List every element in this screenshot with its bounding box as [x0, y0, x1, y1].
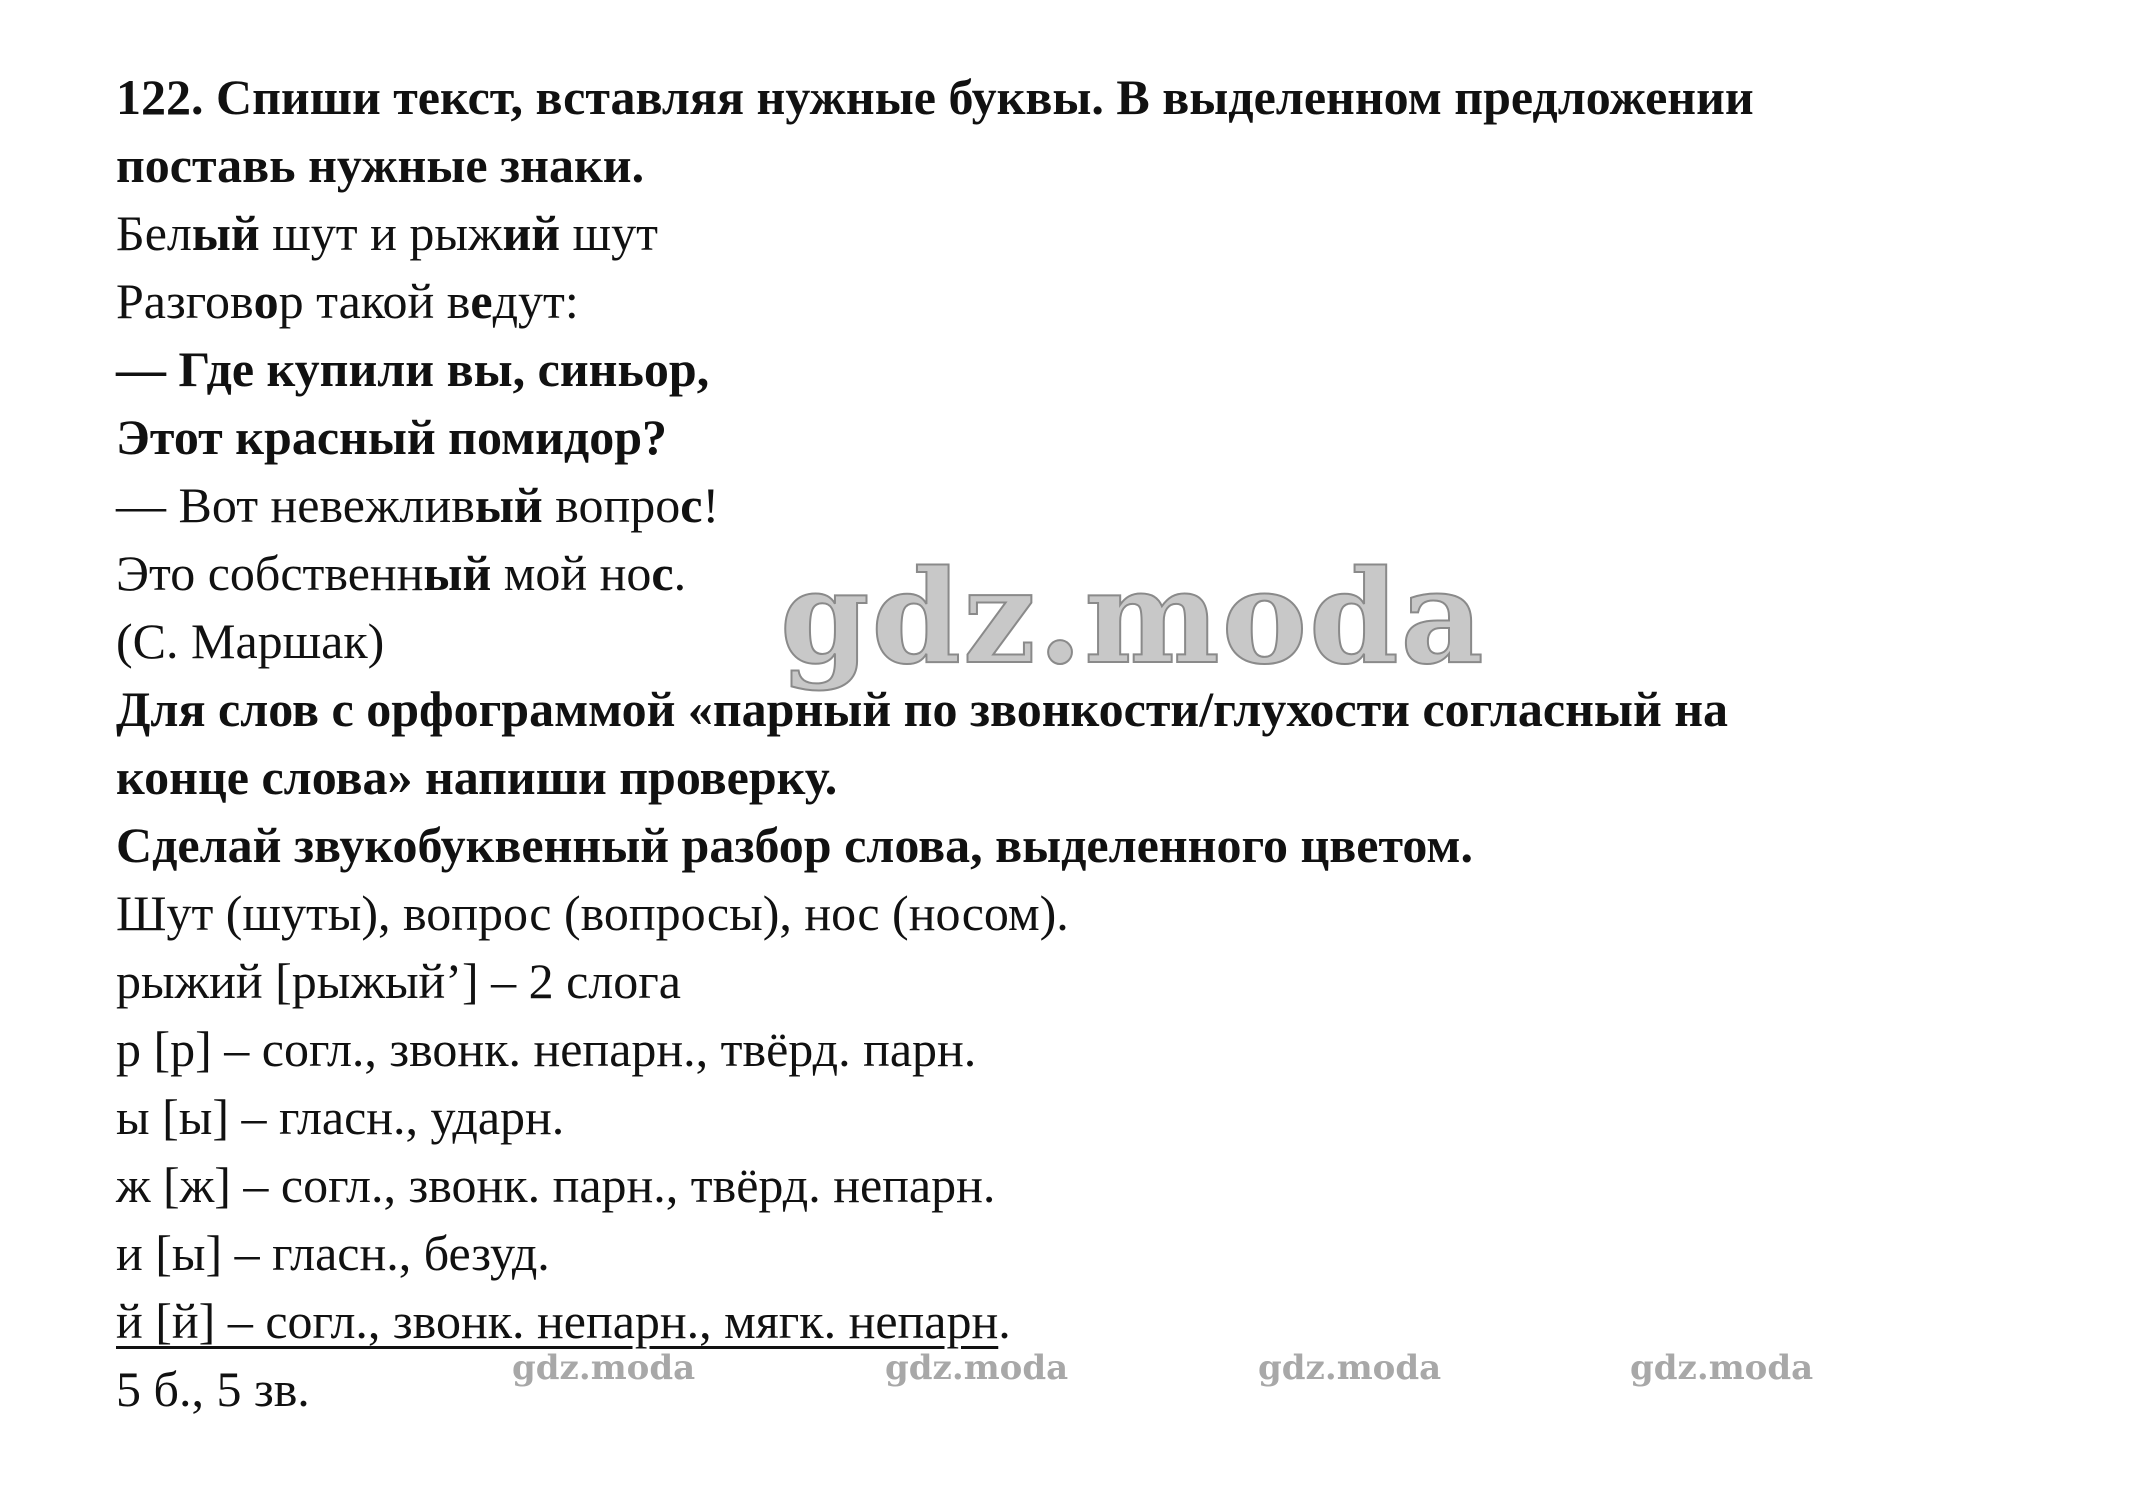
- inserted-letters: ый: [423, 545, 492, 601]
- answer-word: рыжий [рыжый’] – 2 слога: [116, 953, 681, 1009]
- watermark-small-3: gdz.moda: [1258, 1348, 1442, 1388]
- poem-text: шут: [560, 205, 658, 261]
- task-heading-line-1: 122. Спиши текст, вставляя нужные буквы. В выделенном предложении: [116, 69, 1754, 125]
- answer-checks: Шут (шуты), вопрос (вопросы), нос (носом).: [116, 885, 1069, 941]
- sound-analysis-line-2: ы [ы] – гласн., ударн.: [116, 1089, 565, 1145]
- inserted-letters: ый: [474, 477, 543, 533]
- poem-line-3: — Где купили вы, синьор,: [116, 341, 710, 397]
- sound-analysis-line-4: и [ы] – гласн., безуд.: [116, 1225, 550, 1281]
- poem-text: р такой в: [278, 273, 471, 329]
- poem-text: вопро: [542, 477, 681, 533]
- task2-line-3: Сделай звукобуквенный разбор слова, выделенного цветом.: [116, 817, 1473, 873]
- inserted-letters: о: [253, 273, 279, 329]
- watermark-small-2: gdz.moda: [885, 1348, 1069, 1388]
- poem-line-1: [116, 202, 658, 264]
- poem-line-2: [116, 270, 579, 332]
- poem-text: мой но: [491, 545, 652, 601]
- poem-text: Разгов: [116, 273, 254, 329]
- poem-line-4: Этот красный помидор?: [116, 409, 668, 465]
- watermark-large: gdz.moda: [780, 543, 1486, 693]
- poem-text: дут:: [492, 273, 579, 329]
- inserted-letters: с: [680, 477, 703, 533]
- answer-total: 5 б., 5 зв.: [116, 1361, 310, 1417]
- poem-author: (С. Маршак): [116, 613, 385, 669]
- watermark-small-4: gdz.moda: [1630, 1348, 1814, 1388]
- watermark-small-1: gdz.moda: [512, 1348, 696, 1388]
- inserted-letters: ий: [502, 205, 561, 261]
- task2-line-1: Для слов с орфограммой «парный по звонкости/глухости согласный на: [116, 681, 1729, 737]
- task-heading-line-2: поставь нужные знаки.: [116, 137, 645, 193]
- period: .: [998, 1293, 1011, 1349]
- poem-text: !: [702, 477, 720, 533]
- poem-text: Это собственн: [116, 545, 424, 601]
- sound-analysis-line-5: [116, 1290, 1011, 1352]
- inserted-letters: с: [651, 545, 674, 601]
- poem-text: Бел: [116, 205, 192, 261]
- sound-analysis-line-1: р [р] – согл., звонк. непарн., твёрд. парн.: [116, 1021, 977, 1077]
- sound-analysis-line-3: ж [ж] – согл., звонк. парн., твёрд. непарн.: [116, 1157, 996, 1213]
- underlined-analysis: й [й] – согл., звонк. непарн., мягк. непарн: [116, 1293, 999, 1349]
- inserted-letters: е: [470, 273, 493, 329]
- poem-line-5: [116, 474, 719, 536]
- poem-text: — Вот невежлив: [116, 477, 475, 533]
- inserted-letters: ый: [191, 205, 260, 261]
- poem-text: .: [673, 545, 687, 601]
- poem-line-6: [116, 542, 686, 604]
- poem-text: шут и рыж: [259, 205, 503, 261]
- task2-line-2: конце слова» напиши проверку.: [116, 749, 838, 805]
